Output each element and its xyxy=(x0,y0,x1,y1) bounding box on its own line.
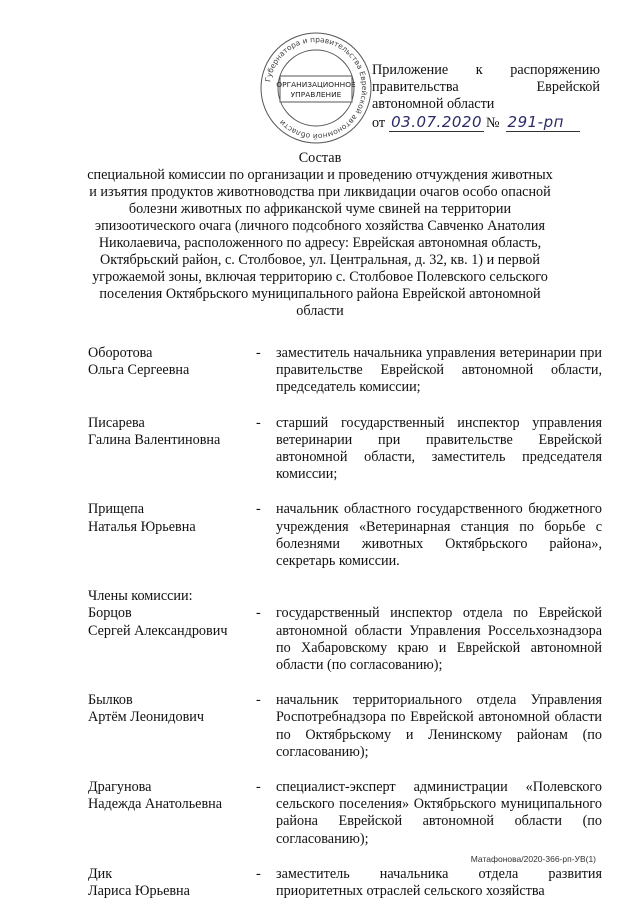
member-surname: Борцов xyxy=(88,605,132,622)
member-given: Наталья Юрьевна xyxy=(88,518,196,535)
member-role: старший государственный инспектор управления ветеринарии при правительстве Еврейской автономной области, заместитель председателя комиссии; xyxy=(276,414,602,483)
member-name xyxy=(88,415,256,484)
member-surname: Дик xyxy=(88,865,113,882)
member-role: начальник территориального отдела Управления Роспотребнадзора по Еврейской автономной области по Октябрьскому и Ленинскому районам (по согласованию); xyxy=(276,692,602,760)
appendix-header xyxy=(372,62,600,132)
handwritten-date: 03.07.2020 xyxy=(391,113,482,131)
member-role: государственный инспектор отдела по Еврейской автономной области Управления Россельхознадзора по Хабаровскому краю и Еврейской автономной области (по согласованию); xyxy=(276,605,602,674)
member-given: Ольга Сергеевна xyxy=(88,362,190,379)
appendix-word: к xyxy=(475,62,483,78)
member-given: Лариса Юрьевна xyxy=(88,883,190,900)
title-line: Николаевича, расположенного по адресу: Еврейская автономная область, xyxy=(98,235,542,251)
title-line: области xyxy=(296,303,344,319)
member-given: Надежда Анатольевна xyxy=(88,796,223,813)
member-entry xyxy=(88,866,602,900)
member-name xyxy=(88,501,256,570)
member-name xyxy=(88,605,256,674)
member-role: заместитель начальника управления ветеринарии при правительстве Еврейской автономной области, председатель комиссии; xyxy=(276,345,602,396)
member-dash: - xyxy=(256,692,261,709)
number-prefix: № xyxy=(486,115,500,131)
title-line: специальной комиссии по организации и проведению отчуждения животных xyxy=(87,167,553,183)
title-line: поселения Октябрьского муниципального района Еврейской автономной xyxy=(99,286,541,302)
appendix-word: Еврейской xyxy=(536,79,600,95)
appendix-line: автономной области xyxy=(372,96,495,112)
member-dash: - xyxy=(256,345,261,361)
date-number-line xyxy=(372,114,600,132)
document-footer-code: Матафонова/2020-366-рп-УВ(1) xyxy=(470,854,596,864)
member-dash: - xyxy=(256,501,261,518)
members-label: Члены комиссии: xyxy=(88,588,193,605)
stamp-ring-text: Губернатора и правительства Еврейской автономной области xyxy=(263,34,370,142)
member-dash: - xyxy=(256,865,261,882)
member-entry xyxy=(88,692,602,761)
appendix-word: распоряжению xyxy=(510,62,600,78)
member-name xyxy=(88,345,256,397)
appendix-word: Приложение xyxy=(372,62,449,78)
stamp-center-line1: ОРГАНИЗАЦИОННОЕ xyxy=(276,80,356,89)
member-surname: Прищепа xyxy=(88,501,145,518)
appendix-word: правительства xyxy=(372,79,459,95)
member-name xyxy=(88,779,256,848)
member-name xyxy=(88,866,256,900)
member-given: Артём Леонидович xyxy=(88,709,205,726)
title-line: Октябрьский район, с. Столбовое, ул. Центральная, д. 32, кв. 1) и первой xyxy=(100,252,540,268)
title-line: и изъятия продуктов животноводства при ликвидации очагов особо опасной xyxy=(89,184,551,200)
handwritten-number: 291-рп xyxy=(506,114,580,132)
title-heading: Состав xyxy=(298,150,342,166)
member-given: Сергей Александрович xyxy=(88,622,228,639)
stamp-center-line2: УПРАВЛЕНИЕ xyxy=(290,90,342,99)
title-line: эпизоотического очага (личного подсобного хозяйства Савченко Анатолия xyxy=(95,218,545,234)
title-body xyxy=(80,167,560,320)
member-entry xyxy=(88,605,602,674)
member-dash: - xyxy=(256,605,261,622)
member-given: Галина Валентиновна xyxy=(88,431,221,448)
member-entry xyxy=(88,779,602,848)
member-surname: Оборотова xyxy=(88,345,153,361)
leaders-list xyxy=(88,345,602,570)
member-entry xyxy=(88,345,602,397)
organizational-department-stamp xyxy=(258,30,374,146)
member-role: начальник областного государственного бюджетного учреждения «Ветеринарная станция по борьбе с болезнями животных Октябрьского района», секретарь комиссии. xyxy=(276,501,602,570)
member-entry xyxy=(88,415,602,484)
member-role: специалист-эксперт администрации «Полевского сельского поселения» Октябрьского муниципального района Еврейской автономной области (по согласованию); xyxy=(276,779,602,847)
date-prefix: от xyxy=(372,115,386,131)
member-dash: - xyxy=(256,779,261,796)
member-role: заместитель начальника отдела развития приоритетных отраслей сельского хозяйства xyxy=(276,865,602,900)
member-entry xyxy=(88,501,602,570)
member-dash: - xyxy=(256,414,261,431)
title-line: болезни животных по африканской чуме свиней на территории xyxy=(128,201,512,217)
commission-members xyxy=(88,345,602,918)
title-line: угрожаемой зоны, включая территорию с. Столбовое Полевского сельского xyxy=(92,269,548,285)
member-surname: Былков xyxy=(88,692,133,709)
member-surname: Драгунова xyxy=(88,779,152,796)
document-title xyxy=(80,150,560,320)
member-surname: Писарева xyxy=(88,414,145,431)
member-name xyxy=(88,692,256,761)
